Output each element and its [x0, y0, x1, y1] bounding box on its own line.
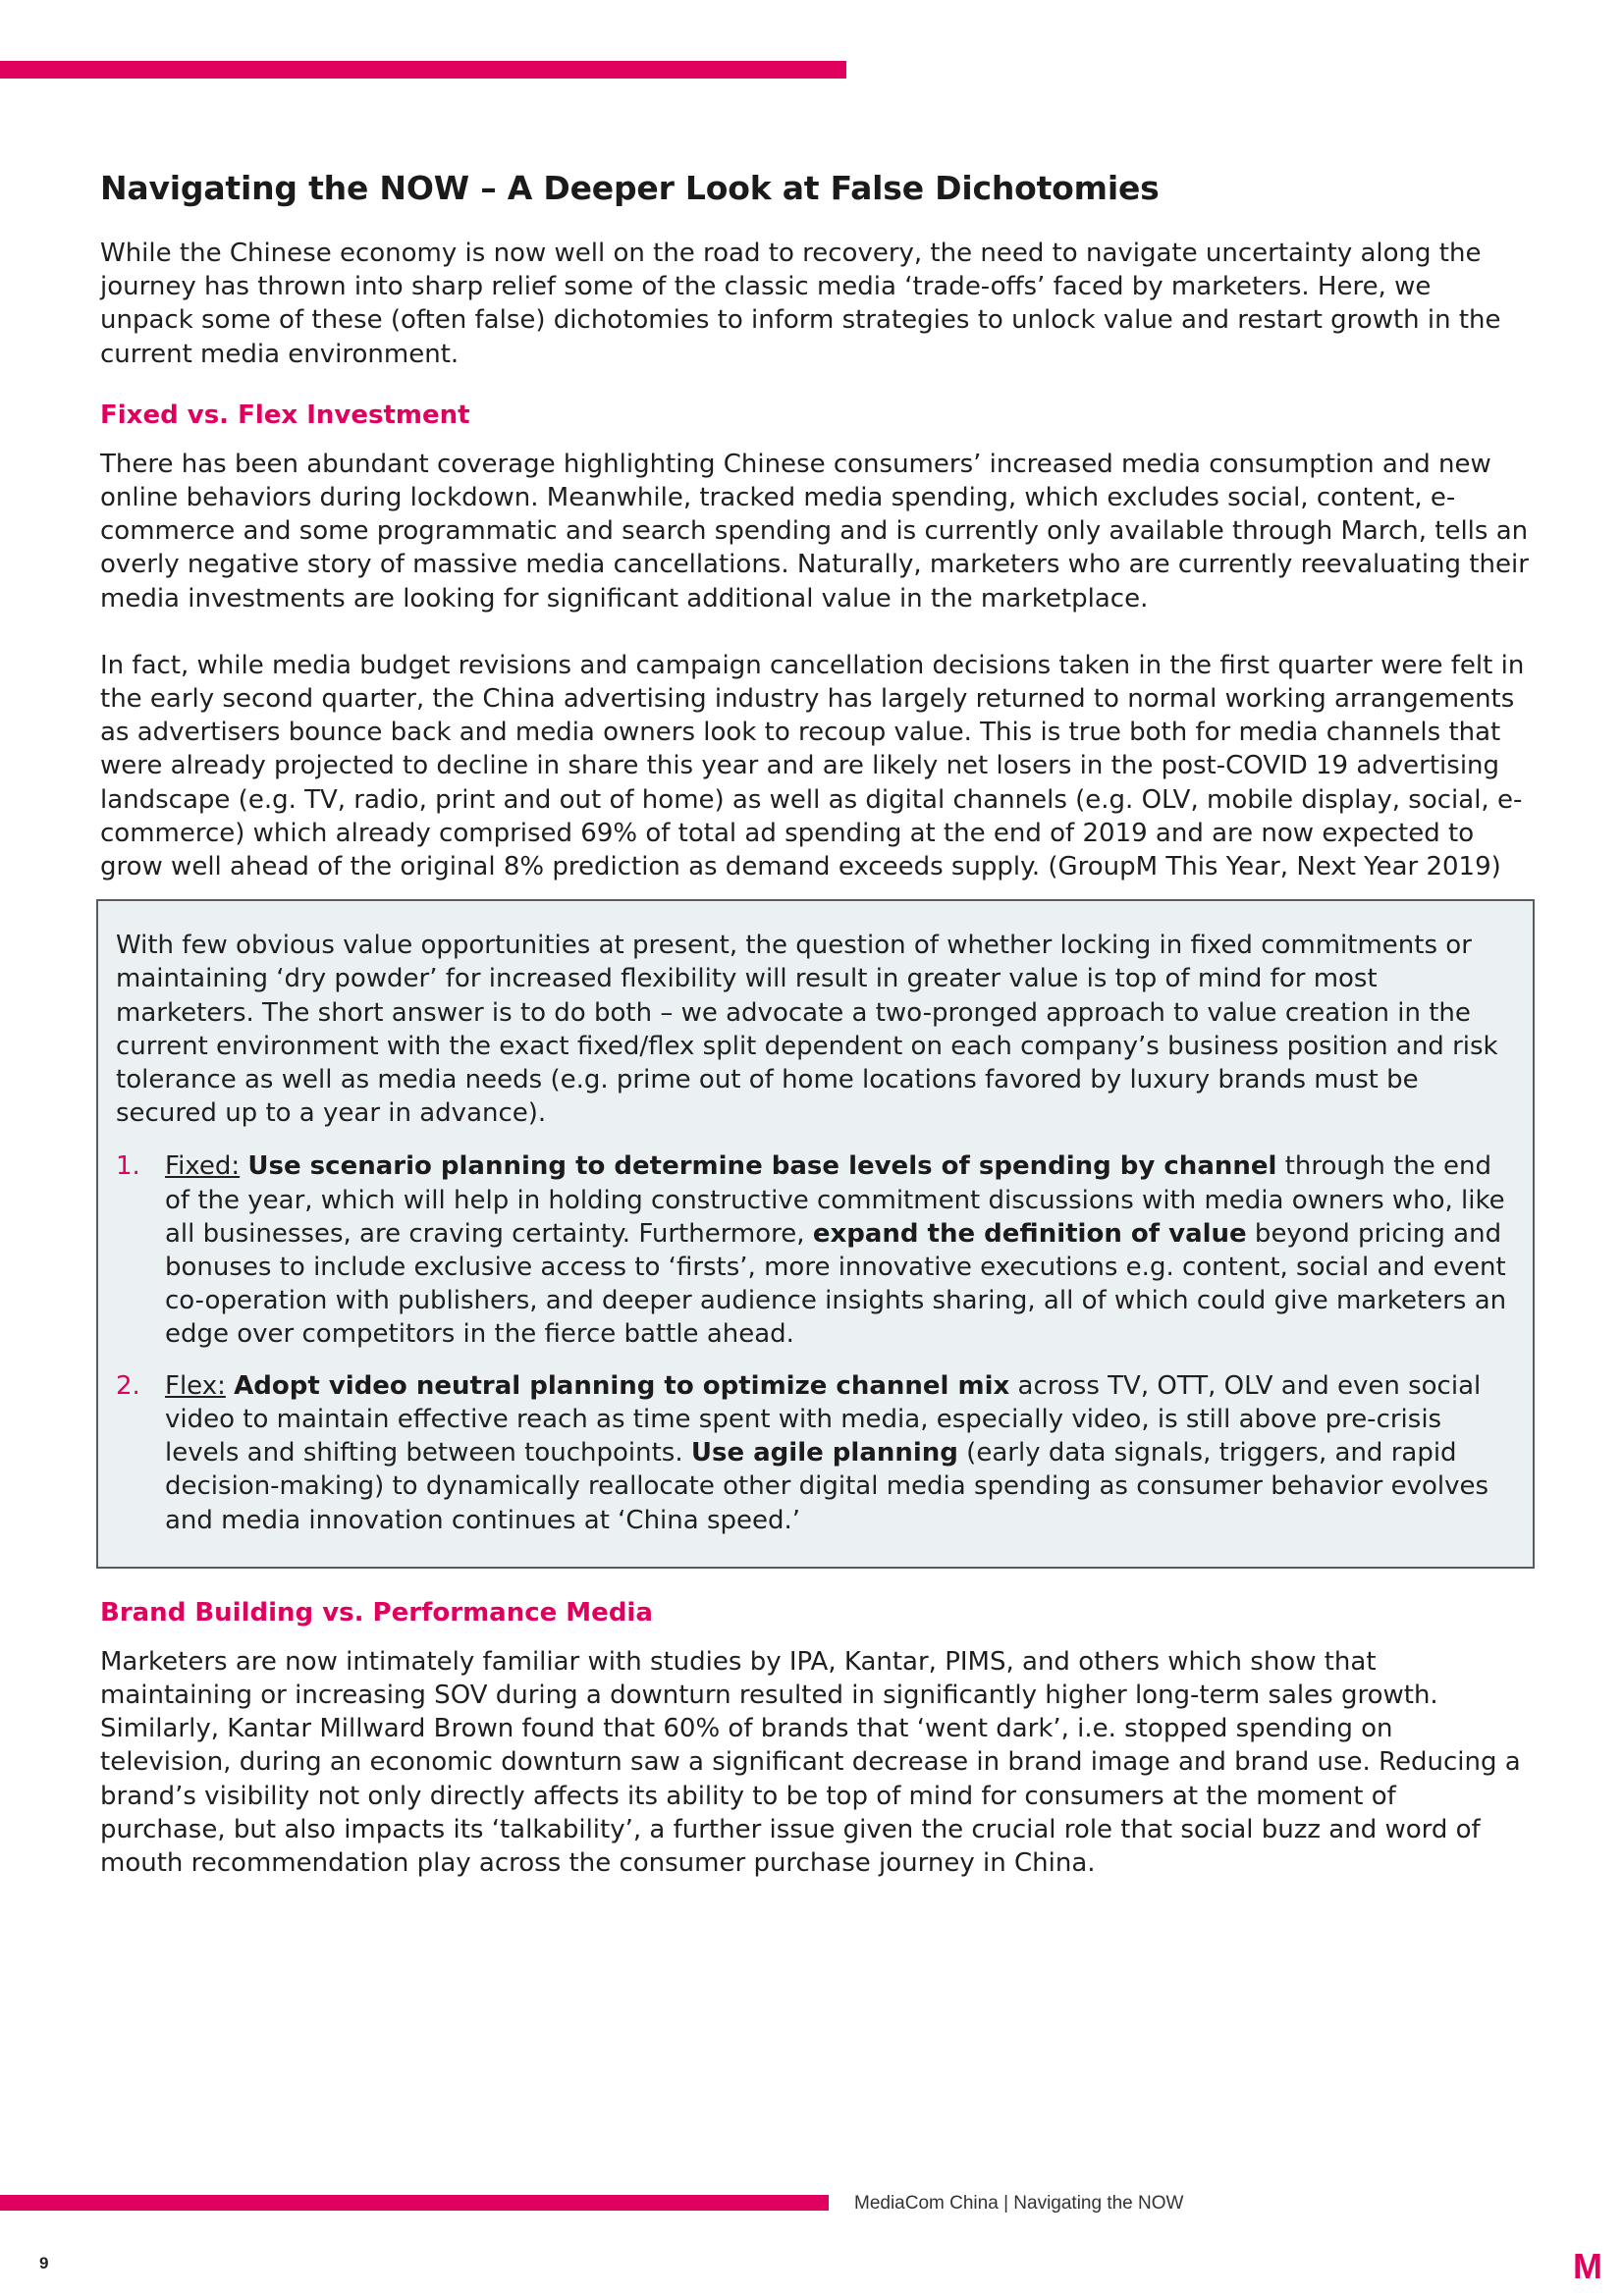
list-bold-2: expand the definition of value — [812, 1218, 1247, 1249]
section1-paragraph-2: In fact, while media budget revisions and campaign cancellation decisions taken in the first quarter were felt in the early second quarter, the China advertising industry has largely returned to normal working arrangements as advertisers bounce back and media owners look to recoup value. This is true both for media channels that were already projected to decline in share this year and are likely net losers in the post-COVID 19 advertising landscape (e.g. TV, radio, print and out of home) as well as digital channels (e.g. OLV, mobile display, social, e-commerce) which already comprised 69% of total ad spending at the end of 2019 and are now expected to grow well ahead of the original 8% prediction as demand exceeds supply. (GroupM This Year, Next Year 2019) — [100, 650, 1525, 882]
list-item-fixed — [116, 1149, 1509, 1351]
callout-box — [96, 899, 1535, 1568]
page-title: Navigating the NOW – A Deeper Look at False Dichotomies — [100, 169, 1160, 207]
footer-text: MediaCom China | Navigating the NOW — [854, 2193, 1184, 2214]
list-bold-1: Use scenario planning to determine base levels of spending by channel — [247, 1151, 1277, 1182]
list-number: 2. — [116, 1370, 140, 1401]
top-accent-bar — [0, 61, 846, 79]
intro-paragraph: While the Chinese economy is now well on the road to recovery, the need to navigate uncertainty along the journey has thrown into sharp relief some of the classic media ‘trade-offs’ faced by marketers. Here, we unpack some of these (often false) dichotomies to inform strategies to unlock value and restart growth in the current media environment. — [100, 239, 1501, 369]
list-bold-2: Use agile planning — [690, 1438, 958, 1468]
list-label: Flex: — [165, 1370, 226, 1401]
section-heading-brand-performance: Brand Building vs. Performance Media — [100, 1597, 653, 1628]
list-number: 1. — [116, 1151, 140, 1182]
section-heading-fixed-flex: Fixed vs. Flex Investment — [100, 400, 470, 430]
callout-list — [116, 1149, 1509, 1536]
list-text-2: (early data signals, triggers, and rapid decision-making) to dynamically reallocate other digital media spending as consumer behavior evolves and media innovation continues at ‘China speed.’ — [165, 1438, 1489, 1535]
mediacom-logo-icon: M — [1573, 2246, 1602, 2286]
footer-accent-bar — [0, 2195, 829, 2211]
list-text-1: across TV, OTT, OLV and even social video to maintain effective reach as time spent with media, especially video, is still above pre-crisis levels and shifting between touchpoints. — [165, 1370, 1482, 1468]
list-label: Fixed: — [165, 1151, 241, 1182]
callout-intro: With few obvious value opportunities at present, the question of whether locking in fixed commitments or maintaining ‘dry powder’ for increased flexibility will result in greater value is top of mind for most marketers. The short answer is to do both – we advocate a two-pronged approach to value creation in the current environment with the exact fixed/flex split dependent on each company’s business position and risk tolerance as well as media needs (e.g. prime out of home locations favored by luxury brands must be secured up to a year in advance). — [116, 931, 1498, 1129]
page-content — [100, 169, 1529, 1880]
section1-paragraph-1: There has been abundant coverage highlighting Chinese consumers’ increased media consumption and new online behaviors during lockdown. Meanwhile, tracked media spending, which excludes social, content, e-commerce and some programmatic and search spending and is currently only available through March, tells an overly negative story of massive media cancellations. Naturally, marketers who are currently reevaluating their media investments are looking for significant additional value in the marketplace. — [100, 449, 1529, 614]
list-text-1: through the end of the year, which will help in holding constructive commitment discussions with media owners who, like all businesses, are craving certainty. Furthermore, — [165, 1151, 1505, 1249]
list-bold-1: Adopt video neutral planning to optimize channel mix — [234, 1370, 1010, 1401]
page-number: 9 — [39, 2254, 49, 2272]
section2-paragraph-1: Marketers are now intimately familiar with studies by IPA, Kantar, PIMS, and others which show that maintaining or increasing SOV during a downturn resulted in significantly higher long-term sales growth. Similarly, Kantar Millward Brown found that 60% of brands that ‘went dark’, i.e. stopped spending on television, during an economic downturn saw a significant decrease in brand image and brand use. Reducing a brand’s visibility not only directly affects its ability to be top of mind for consumers at the moment of purchase, but also impacts its ‘talkability’, a further issue given the crucial role that social buzz and word of mouth recommendation play across the consumer purchase journey in China. — [100, 1646, 1521, 1878]
list-item-flex — [116, 1369, 1509, 1537]
list-text-2: beyond pricing and bonuses to include exclusive access to ‘firsts’, more innovative executions e.g. content, social and event co-operation with publishers, and deeper audience insights sharing, all of which could give marketers an edge over competitors in the fierce battle ahead. — [165, 1218, 1507, 1350]
